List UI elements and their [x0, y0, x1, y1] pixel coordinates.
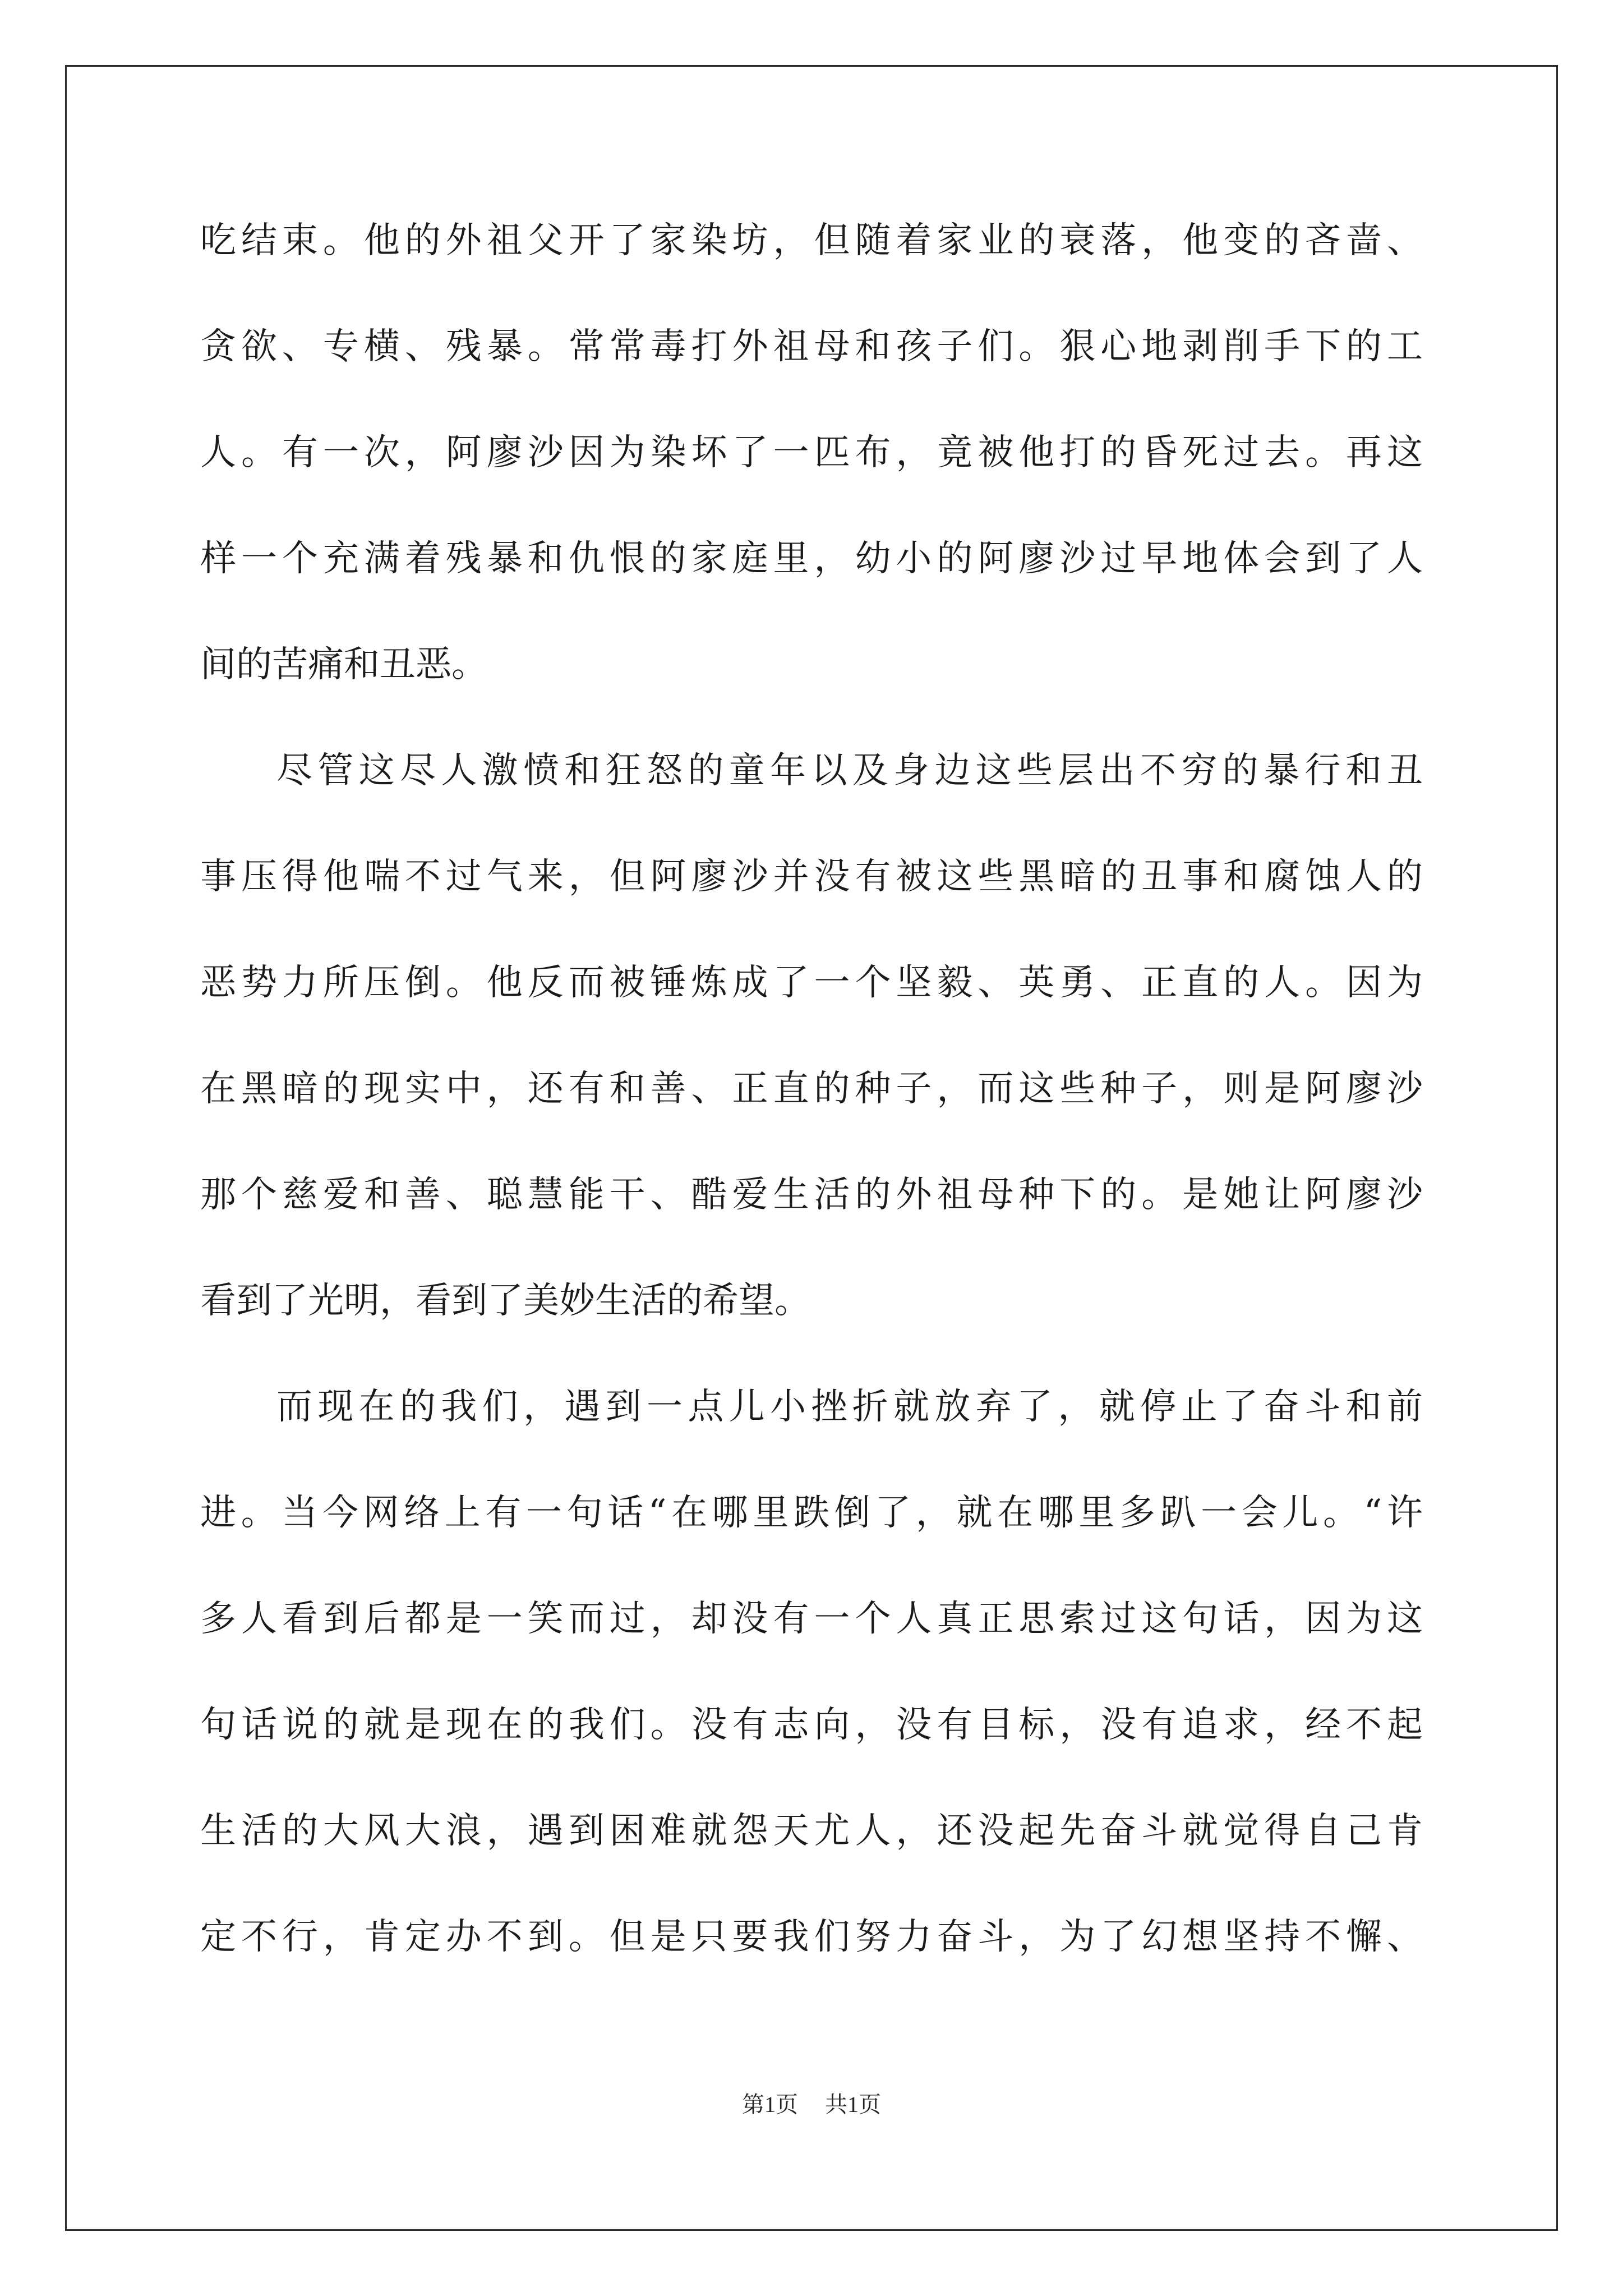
text-line: 吃结束。他的外祖父开了家染坊，但随着家业的衰落，他变的吝啬、: [200, 220, 1423, 261]
page-footer: [0, 2088, 1623, 2122]
text-line: 人。有一次，阿廖沙因为染坏了一匹布，竟被他打的昏死过去。再这: [200, 432, 1423, 473]
text-line: 看到了光明，看到了美妙生活的希望。: [200, 1280, 810, 1322]
text-line: 恶势力所压倒。他反而被锤炼成了一个坚毅、英勇、正直的人。因为: [200, 962, 1423, 1004]
page-number-label: 第1页: [742, 2092, 798, 2117]
text-line: 多人看到后都是一笑而过，却没有一个人真正思索过这句话，因为这: [200, 1598, 1423, 1640]
text-line: 那个慈爱和善、聪慧能干、酷爱生活的外祖母种下的。是她让阿廖沙: [200, 1174, 1423, 1216]
text-line: 在黑暗的现实中，还有和善、正直的种子，而这些种子，则是阿廖沙: [200, 1068, 1423, 1110]
text-line: 生活的大风大浪，遇到困难就怨天尤人，还没起先奋斗就觉得自己肯: [200, 1810, 1423, 1852]
text-line: 事压得他喘不过气来，但阿廖沙并没有被这些黑暗的丑事和腐蚀人的: [200, 856, 1423, 898]
text-line: 定不行，肯定办不到。但是只要我们努力奋斗，为了幻想坚持不懈、: [200, 1916, 1423, 1958]
text-line: 贪欲、专横、残暴。常常毒打外祖母和孩子们。狠心地剥削手下的工: [200, 326, 1423, 367]
text-line: 样一个充满着残暴和仇恨的家庭里，幼小的阿廖沙过早地体会到了人: [200, 538, 1423, 579]
text-line: 尽管这尽人激愤和狂怒的童年以及身边这些层出不穷的暴行和丑: [276, 750, 1423, 792]
text-line: 而现在的我们，遇到一点儿小挫折就放弃了，就停止了奋斗和前: [276, 1386, 1423, 1428]
text-line: 句话说的就是现在的我们。没有志向，没有目标，没有追求，经不起: [200, 1704, 1423, 1746]
total-pages-label: 共1页: [825, 2092, 881, 2117]
text-line: 进。当今网络上有一句话“在哪里跌倒了，就在哪里多趴一会儿。“许: [200, 1492, 1423, 1534]
document-body: [200, 188, 1423, 1990]
text-line: 间的苦痛和丑恶。: [200, 644, 487, 685]
